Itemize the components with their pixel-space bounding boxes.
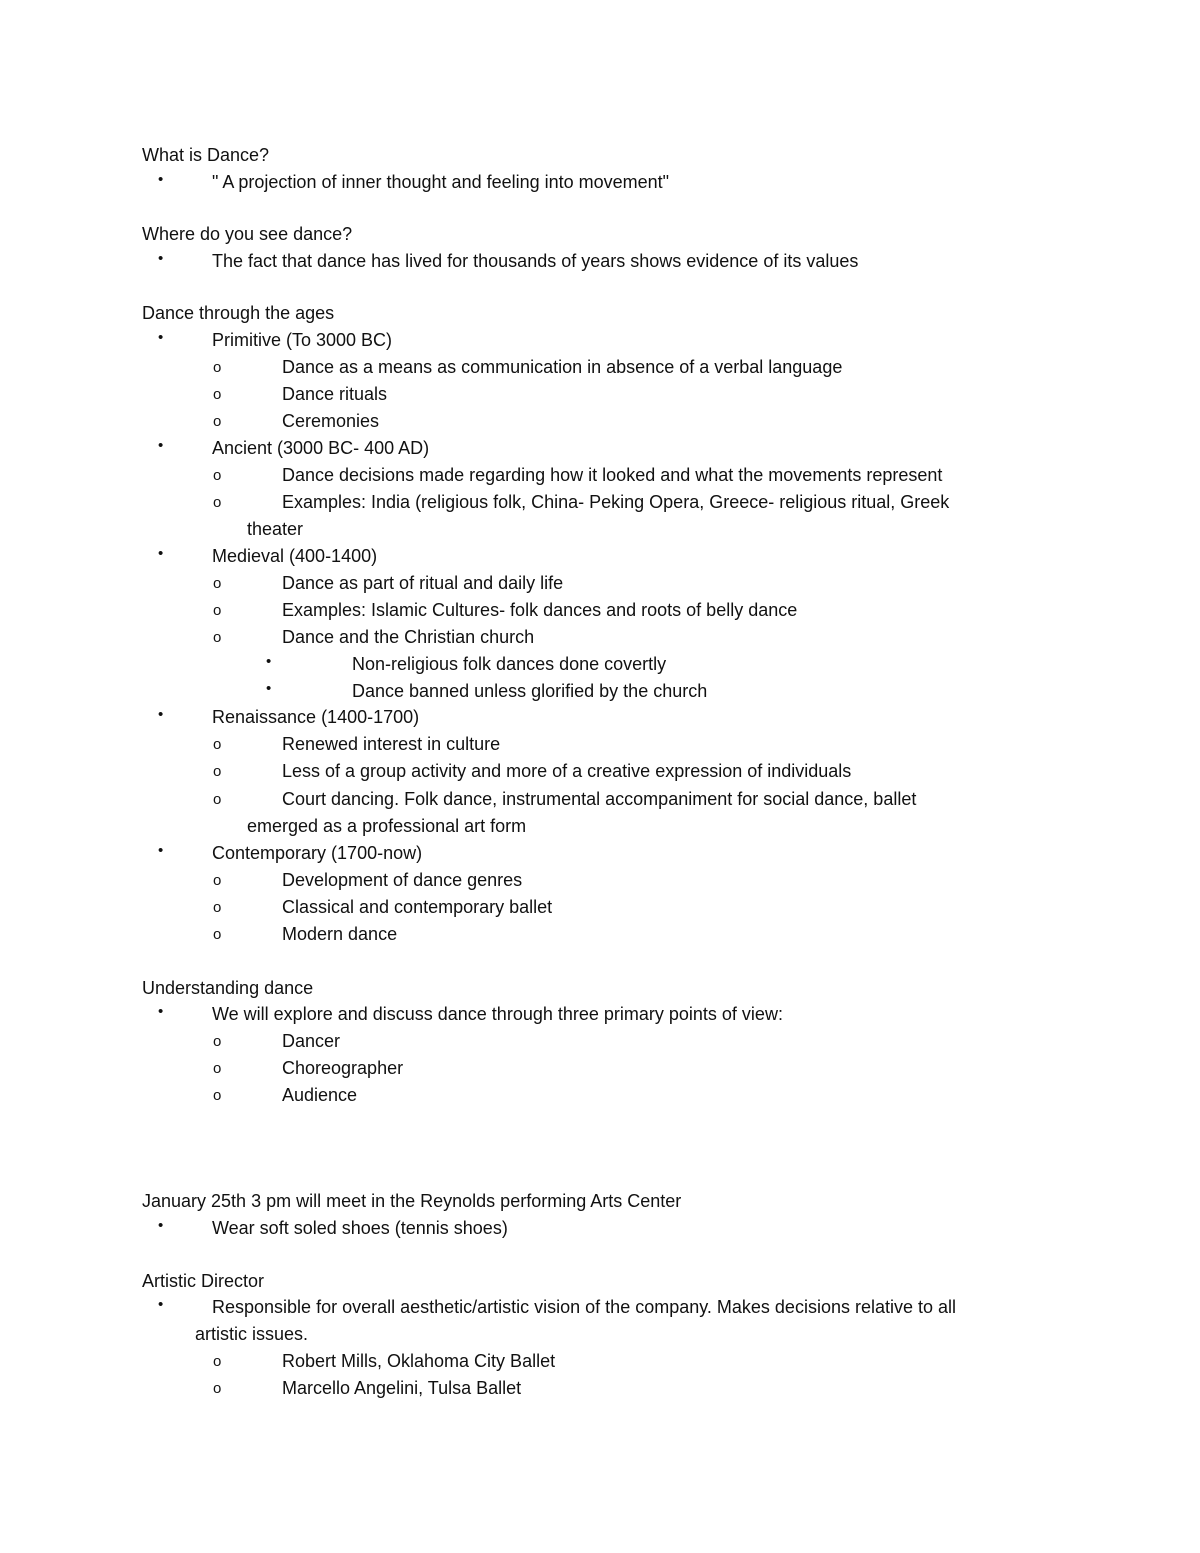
heading-what-is-dance — [0, 142, 1200, 169]
continuation-text: artistic issues. — [195, 1324, 309, 1344]
sub-list-item-text: Renewed interest in culture — [282, 734, 501, 754]
sub-list-item-text: Less of a group activity and more of a creative expression of individuals — [282, 761, 852, 781]
sub-list-item — [0, 1348, 1200, 1375]
sub-sub-list-item — [0, 678, 1200, 705]
bullet-icon: • — [158, 842, 164, 859]
sub-list-item-text: Dance as part of ritual and daily life — [282, 573, 564, 593]
list-item-medieval — [0, 543, 1200, 570]
bullet-icon: • — [158, 171, 164, 188]
sub-sub-list-item-text: Non-religious folk dances done covertly — [352, 654, 667, 674]
list-item-text: Renaissance (1400-1700) — [212, 707, 420, 727]
sub-list-item-text: Choreographer — [282, 1058, 404, 1078]
sub-list-item — [0, 894, 1200, 921]
sub-list-item-text: Robert Mills, Oklahoma City Ballet — [282, 1351, 556, 1371]
list-item-ancient — [0, 435, 1200, 462]
list-item-text: Ancient (3000 BC- 400 AD) — [212, 438, 430, 458]
bullet-icon: • — [158, 545, 164, 562]
list-item-primitive — [0, 327, 1200, 354]
continuation-text: emerged as a professional art form — [247, 816, 527, 836]
circle-bullet-icon: o — [213, 1353, 222, 1370]
sub-list-item — [0, 758, 1200, 785]
circle-bullet-icon: o — [213, 791, 222, 808]
sub-list-item — [0, 1055, 1200, 1082]
sub-list-item-text: Development of dance genres — [282, 870, 523, 890]
circle-bullet-icon: o — [213, 736, 222, 753]
bullet-icon: • — [158, 437, 164, 454]
circle-bullet-icon: o — [213, 629, 222, 646]
list-item-text: The fact that dance has lived for thousands of years shows evidence of its values — [212, 251, 859, 271]
circle-bullet-icon: o — [213, 494, 222, 511]
list-item — [0, 1215, 1200, 1242]
sub-list-item-text: Marcello Angelini, Tulsa Ballet — [282, 1378, 522, 1398]
circle-bullet-icon: o — [213, 1033, 222, 1050]
sub-sub-list-item — [0, 651, 1200, 678]
heading-text: Dance through the ages — [142, 303, 335, 323]
bullet-icon: • — [158, 1217, 164, 1234]
circle-bullet-icon: o — [213, 359, 222, 376]
circle-bullet-icon: o — [213, 413, 222, 430]
heading-text: What is Dance? — [142, 145, 270, 165]
sub-list-item — [0, 489, 1200, 516]
list-item-text: Wear soft soled shoes (tennis shoes) — [212, 1218, 508, 1238]
circle-bullet-icon: o — [213, 1087, 222, 1104]
bullet-icon: • — [266, 680, 272, 697]
list-item — [0, 248, 1200, 275]
sub-list-item-text: Examples: Islamic Cultures- folk dances and roots of belly dance — [282, 600, 798, 620]
sub-list-item-text: Dance rituals — [282, 384, 388, 404]
sub-list-item — [0, 462, 1200, 489]
bullet-icon: • — [158, 250, 164, 267]
sub-list-item — [0, 354, 1200, 381]
list-item-text: " A projection of inner thought and feeling into movement" — [212, 172, 670, 192]
sub-list-item-continuation — [0, 813, 1200, 840]
circle-bullet-icon: o — [213, 1380, 222, 1397]
list-item-text: We will explore and discuss dance through three primary points of view: — [212, 1004, 783, 1024]
sub-list-item — [0, 731, 1200, 758]
sub-list-item-text: Dance as a means as communication in absence of a verbal language — [282, 357, 843, 377]
circle-bullet-icon: o — [213, 763, 222, 780]
sub-list-item-text: Classical and contemporary ballet — [282, 897, 553, 917]
sub-list-item — [0, 624, 1200, 651]
sub-list-item-text: Court dancing. Folk dance, instrumental accompaniment for social dance, ballet — [282, 789, 917, 809]
sub-list-item-continuation — [0, 516, 1200, 543]
heading-text: Artistic Director — [142, 1271, 265, 1291]
circle-bullet-icon: o — [213, 602, 222, 619]
sub-list-item — [0, 570, 1200, 597]
list-item-renaissance — [0, 704, 1200, 731]
bullet-icon: • — [158, 706, 164, 723]
list-item — [0, 1001, 1200, 1028]
list-item — [0, 1294, 1200, 1321]
heading-dance-through-ages — [0, 300, 1200, 327]
sub-list-item-text: Modern dance — [282, 924, 398, 944]
heading-text: Understanding dance — [142, 978, 314, 998]
bullet-icon: • — [158, 1003, 164, 1020]
circle-bullet-icon: o — [213, 1060, 222, 1077]
sub-list-item-text: Dance decisions made regarding how it looked and what the movements represent — [282, 465, 943, 485]
circle-bullet-icon: o — [213, 872, 222, 889]
sub-list-item — [0, 921, 1200, 948]
list-item-text: Contemporary (1700-now) — [212, 843, 423, 863]
sub-list-item-text: Examples: India (religious folk, China- Peking Opera, Greece- religious ritual, Greek — [282, 492, 950, 512]
sub-list-item — [0, 867, 1200, 894]
list-item-text: Medieval (400-1400) — [212, 546, 378, 566]
sub-list-item — [0, 381, 1200, 408]
sub-list-item — [0, 786, 1200, 813]
list-item-text: Primitive (To 3000 BC) — [212, 330, 393, 350]
circle-bullet-icon: o — [213, 899, 222, 916]
list-item-contemporary — [0, 840, 1200, 867]
sub-list-item — [0, 597, 1200, 624]
bullet-icon: • — [158, 1296, 164, 1313]
sub-sub-list-item-text: Dance banned unless glorified by the church — [352, 681, 708, 701]
bullet-icon: • — [158, 329, 164, 346]
sub-list-item-text: Audience — [282, 1085, 358, 1105]
circle-bullet-icon: o — [213, 575, 222, 592]
sub-list-item-text: Dance and the Christian church — [282, 627, 535, 647]
heading-text: Where do you see dance? — [142, 224, 353, 244]
sub-list-item — [0, 1375, 1200, 1402]
circle-bullet-icon: o — [213, 386, 222, 403]
list-item-continuation — [0, 1321, 1200, 1348]
bullet-icon: • — [266, 653, 272, 670]
sub-list-item-text: Dancer — [282, 1031, 341, 1051]
sub-list-item-text: Ceremonies — [282, 411, 380, 431]
list-item — [0, 169, 1200, 196]
continuation-text: theater — [247, 519, 304, 539]
heading-artistic-director — [0, 1268, 1200, 1295]
heading-where-see-dance — [0, 221, 1200, 248]
list-item-text: Responsible for overall aesthetic/artistic vision of the company. Makes decisions relative to all — [212, 1297, 957, 1317]
circle-bullet-icon: o — [213, 467, 222, 484]
heading-understanding-dance — [0, 975, 1200, 1002]
sub-list-item — [0, 1082, 1200, 1109]
sub-list-item — [0, 1028, 1200, 1055]
circle-bullet-icon: o — [213, 926, 222, 943]
heading-january-meeting — [0, 1188, 1200, 1215]
heading-text: January 25th 3 pm will meet in the Reynolds performing Arts Center — [142, 1191, 682, 1211]
sub-list-item — [0, 408, 1200, 435]
